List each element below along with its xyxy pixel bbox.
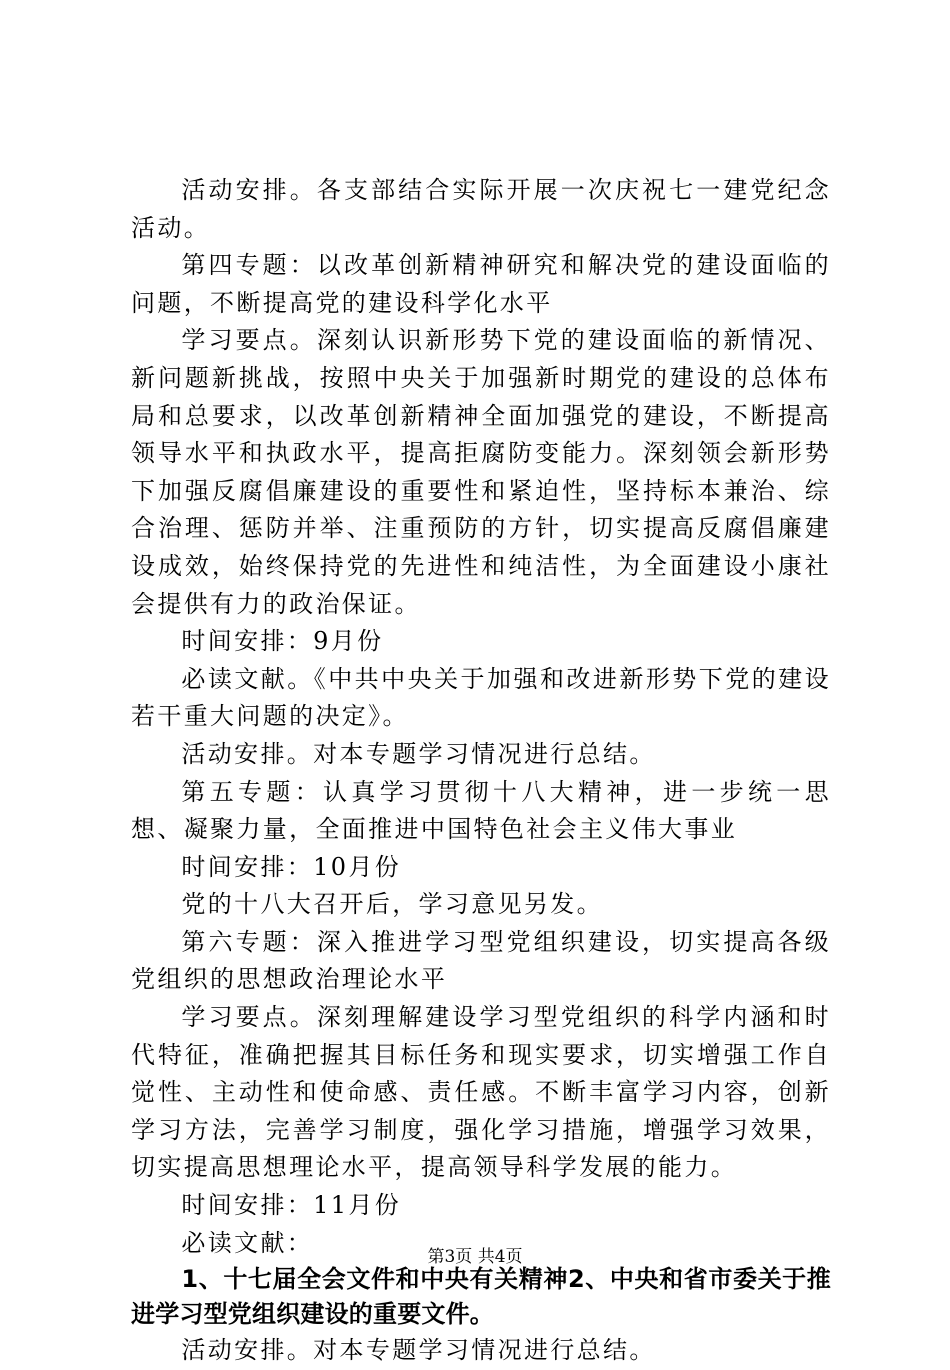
document-body [131, 172, 831, 1370]
paragraph-activity-1: 活动安排。各支部结合实际开展一次庆祝七一建党纪念活动。 [131, 176, 831, 242]
paragraph-topic-6-time: 时间安排：11月份 [181, 1191, 402, 1220]
paragraph-topic-4-heading: 第四专题：以改革创新精神研究和解决党的建设面临的问题，不断提高党的建设科学化水平 [131, 251, 831, 317]
paragraph-topic-4-time: 时间安排：9月份 [181, 627, 384, 656]
paragraph-topic-6-points: 学习要点。深刻理解建设学习型党组织的科学内涵和时代特征，准确把握其目标任务和现实要求，切实增强工作自觉性、主动性和使命感、责任感。不断丰富学习内容，创新学习方法，完善学习制度，强化学习措施，增强学习效果，切实提高思想理论水平，提高领导科学发展的能力。 [131, 1003, 831, 1182]
paragraph-topic-4-reading: 必读文献。《中共中央关于加强和改进新形势下党的建设若干重大问题的决定》。 [131, 664, 831, 731]
paragraph-topic-6-reading-label: 必读文献： [181, 1228, 314, 1257]
paragraph-topic-4-activity: 活动安排。对本专题学习情况进行总结。 [181, 739, 656, 768]
page-footer: 第3页 共4页 [427, 1247, 523, 1267]
paragraph-topic-5-time: 时间安排：10月份 [181, 852, 402, 881]
paragraph-topic-4-points: 学习要点。深刻认识新形势下党的建设面临的新情况、新问题新挑战，按照中央关于加强新时期党的建设的总体布局和总要求，以改革创新精神全面加强党的建设，不断提高领导水平和执政水平，提高拒腐防变能力。深刻领会新形势下加强反腐倡廉建设的重要性和紧迫性，坚持标本兼治、综合治理、惩防并举、注重预防的方针，切实提高反腐倡廉建设成效，始终保持党的先进性和纯洁性，为全面建设小康社会提供有力的政治保证。 [131, 326, 831, 618]
paragraph-topic-6-activity: 活动安排。对本专题学习情况进行总结。 [181, 1336, 656, 1365]
paragraph-topic-6-reading-list: 1、十七届全会文件和中央有关精神2、中央和省市委关于推进学习型党组织建设的重要文件。 [131, 1265, 831, 1329]
paragraph-topic-5-heading: 第五专题：认真学习贯彻十八大精神，进一步统一思想、凝聚力量，全面推进中国特色社会主义伟大事业 [131, 777, 831, 844]
paragraph-topic-5-note: 党的十八大召开后，学习意见另发。 [181, 890, 603, 919]
paragraph-topic-6-heading: 第六专题：深入推进学习型党组织建设，切实提高各级党组织的思想政治理论水平 [131, 927, 831, 994]
